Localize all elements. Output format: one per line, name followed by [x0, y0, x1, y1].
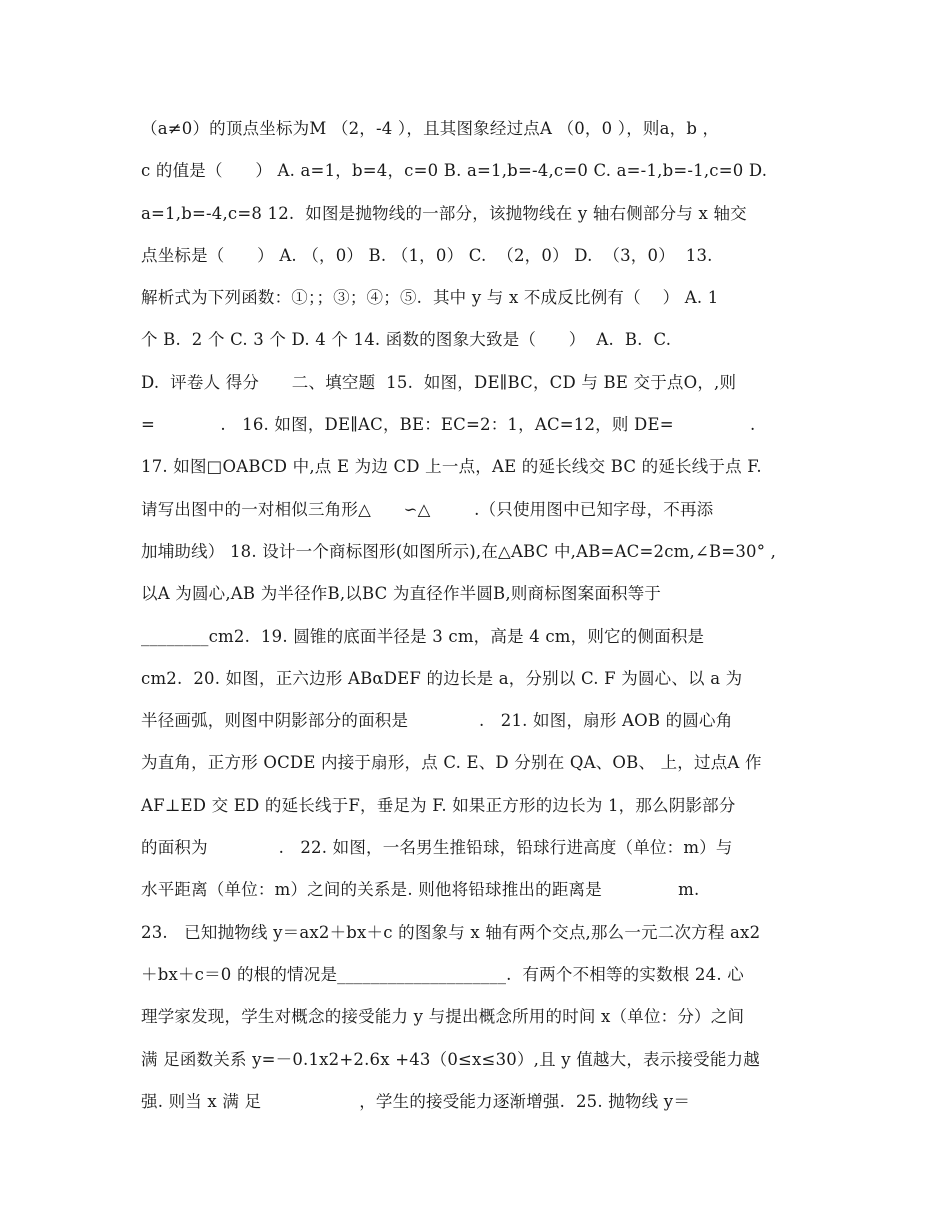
text-line: 满 足函数关系 y=－0.1x2+2.6x +43（0≤x≤30）,且 y 值越大，表示接受能力越	[141, 1049, 760, 1069]
document-body	[141, 108, 821, 1123]
text-line: 加埔助线） 18. 设计一个商标图形(如图所示),在△ABC 中,AB=AC=2cm,∠B=30° ,	[141, 541, 777, 561]
text-line: 个 B. 2 个 C. 3 个 D. 4 个 14. 函数的图象大致是（ ） A. B. C.	[141, 330, 672, 350]
text-line: a=1,b=-4,c=8 12. 如图是抛物线的一部分，该抛物线在 y 轴右侧部分与 x 轴交	[141, 203, 747, 223]
text-line: ＋bx＋c＝0 的根的情况是____________________. 有两个不相等的实数根 24. 心	[141, 964, 744, 984]
text-line: 水平距离（单位：m）之间的关系是. 则他将铅球推出的距离是 m.	[141, 880, 700, 900]
text-line: 为直角，正方形 OCDE 内接于扇形，点 C. E、D 分别在 QA、OB、 上，过点A 作	[141, 753, 762, 773]
text-line: D. 评卷人 得分 二、填空题 15. 如图，DE∥BC，CD 与 BE 交于点O，,则	[141, 372, 737, 392]
text-line: （a≠0）的顶点坐标为M （2，-4 ），且其图象经过点A （0，0 ），则a，b ，	[141, 119, 720, 138]
text-line: = . 16. 如图，DE∥AC，BE：EC=2：1，AC=12，则 DE= .	[141, 415, 756, 435]
text-line: 理学家发现，学生对概念的接受能力 y 与提出概念所用的时间 x（单位：分）之间	[141, 1007, 745, 1027]
text-line: ________cm2. 19. 圆锥的底面半径是 3 cm，高是 4 cm，则它的侧面积是	[141, 626, 705, 646]
text-line: 的面积为 . 22. 如图，一名男生推铅球，铅球行进高度（单位：m）与	[141, 838, 733, 858]
text-line: 半径画弧，则图中阴影部分的面积是 . 21. 如图，扇形 AOB 的圆心角	[141, 711, 733, 731]
text-line: c 的值是（ ） A. a=1，b=4，c=0 B. a=1,b=-4,c=0 C. a=-1,b=-1,c=0 D.	[141, 161, 768, 181]
text-line: cm2. 20. 如图，正六边形 ABαDEF 的边长是 a，分别以 C. F 为圆心、以 a 为	[141, 668, 743, 688]
text-line: AF⊥ED 交 ED 的延长线于F，垂足为 F. 如果正方形的边长为 1，那么阴影部分	[141, 795, 736, 815]
text-line: 以A 为圆心,AB 为半径作B,以BC 为直径作半圆B,则商标图案面积等于	[141, 584, 662, 604]
text-line: 17. 如图□OABCD 中,点 E 为边 CD 上一点，AE 的延长线交 BC 的延长线于点 F.	[141, 457, 762, 477]
text-line: 请写出图中的一对相似三角形△ ∽△ .（只使用图中已知字母，不再添	[141, 499, 714, 519]
text-line: 23. 已知抛物线 y＝ax2＋bx＋c 的图象与 x 轴有两个交点,那么一元二次方程 ax2	[141, 922, 761, 942]
text-line: 强. 则当 x 满 足 ，学生的接受能力逐渐增强. 25. 抛物线 y＝	[141, 1091, 691, 1111]
text-line: 点坐标是（ ） A. （，0） B. （1，0） C. （2，0） D. （3，0） 13.	[141, 245, 713, 265]
text-line: 解析式为下列函数：①；；③；④；⑤. 其中 y 与 x 不成反比例有（ ） A. 1	[141, 288, 719, 308]
